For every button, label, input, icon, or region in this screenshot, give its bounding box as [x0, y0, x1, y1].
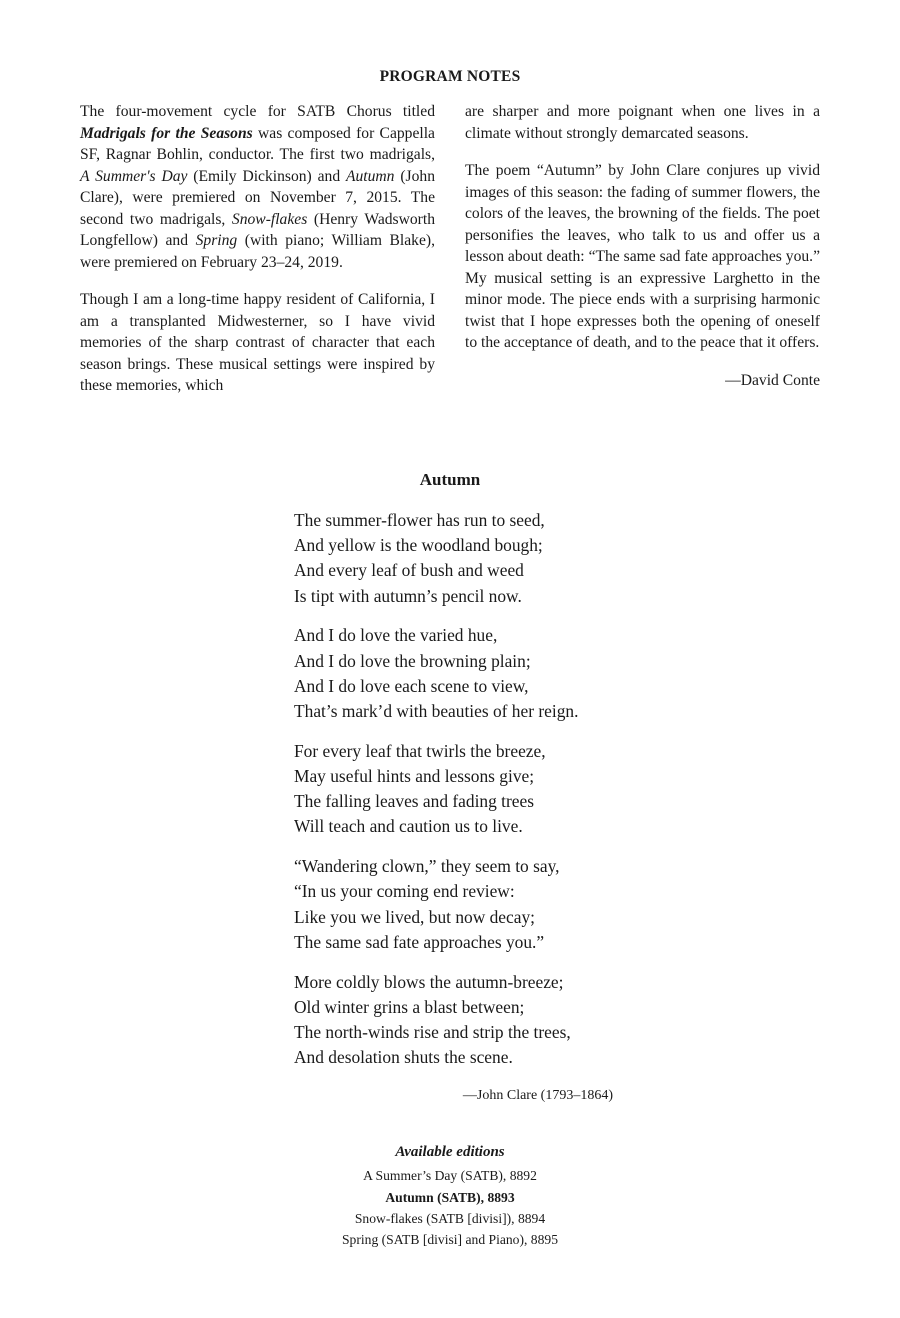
notes-text: (Henry Wadsworth Longfellow) and: [80, 210, 435, 249]
poem-line: Old winter grins a blast between;: [294, 996, 525, 1017]
poem-line: May useful hints and lessons give;: [294, 766, 535, 787]
edition-item: Snow-flakes (SATB [divisi]), 8894: [354, 1210, 546, 1226]
notes-text: (Emily Dickinson) and: [187, 167, 346, 185]
notes-column-right: [465, 101, 820, 391]
poem-line: “Wandering clown,” they seem to say,: [294, 856, 560, 877]
poem-line: The same sad fate approaches you.”: [294, 931, 545, 952]
poem-line: That’s mark’d with beauties of her reign.: [294, 701, 579, 722]
poem-stanza: [294, 970, 694, 1071]
poem-line: More coldly blows the autumn-breeze;: [294, 971, 564, 992]
poem-line: For every leaf that twirls the breeze,: [294, 740, 546, 761]
edition-item: Spring (SATB [divisi] and Piano), 8895: [342, 1232, 558, 1248]
poem-stanza: [294, 739, 694, 840]
poem-stanza: [294, 623, 694, 724]
work-title-snowflakes: Snow-flakes: [231, 210, 308, 228]
work-title-spring: Spring: [195, 232, 238, 249]
work-title-summer: A Summer's Day: [80, 167, 188, 185]
poem-line: Is tipt with autumn’s pencil now.: [294, 585, 522, 606]
poem-line: And every leaf of bush and weed: [294, 560, 524, 581]
page-heading: PROGRAM NOTES: [379, 68, 521, 85]
poem-title: Autumn: [419, 470, 481, 489]
cycle-title: Madrigals for the Seasons: [80, 124, 253, 142]
poem-line: And desolation shuts the scene.: [294, 1047, 513, 1068]
poem-body: [294, 508, 694, 1085]
notes-text: was composed for Cappella SF, Ragnar Bohlin, conductor. The first two madrigals,: [80, 124, 435, 163]
poem-line: And I do love each scene to view,: [294, 675, 529, 696]
notes-text: (John Clare), were premiered on November 7, 2015. The second two madrigals,: [80, 167, 435, 228]
available-editions: [0, 1142, 900, 1250]
notes-text: The four-movement cycle for SATB Chorus titled: [80, 103, 435, 120]
notes-paragraph-3: The poem “Autumn” by John Clare conjures up vivid images of this season: the fading of summer flowers, the colors of the leaves, the browning of the fields. The poet personifies the leaves, who talk to us and offer us a lesson about death: “The same sad fate approaches you.” My musical setting is an expressive Larghetto in the minor mode. The piece ends with a surprising harmonic twist that I hope expresses both the opening of oneself to the acceptance of death, and to the peace that it offers.: [465, 162, 820, 351]
poem-line: The summer-flower has run to seed,: [294, 510, 545, 530]
poem-line: Will teach and caution us to live.: [294, 816, 523, 837]
poem-attribution: —John Clare (1793–1864): [462, 1088, 613, 1103]
notes-signature: —David Conte: [725, 371, 820, 389]
edition-item-current: Autumn (SATB), 8893: [385, 1189, 515, 1205]
notes-paragraph-2-continued: are sharper and more poignant when one lives in a climate without strongly demarcated seasons.: [465, 103, 820, 142]
work-title-autumn: Autumn: [345, 167, 395, 185]
poem-stanza: [294, 508, 694, 609]
notes-paragraph-2: Though I am a long-time happy resident of California, I am a transplanted Midwesterner, so I have vivid memories of the sharp contrast of character that each season brings. These musical settings were inspired by these memories, which: [80, 291, 435, 394]
poem-line: And I do love the varied hue,: [294, 625, 498, 646]
poem-stanza: [294, 854, 694, 955]
poem-line: And I do love the browning plain;: [294, 650, 531, 671]
poem-line: And yellow is the woodland bough;: [294, 535, 543, 556]
edition-item: A Summer’s Day (SATB), 8892: [363, 1168, 537, 1184]
poem-line: Like you we lived, but now decay;: [294, 906, 535, 927]
poem-line: “In us your coming end review:: [294, 881, 515, 902]
notes-column-left: [80, 101, 435, 413]
poem-line: The falling leaves and fading trees: [294, 791, 534, 812]
notes-text: (with piano; William Blake), were premiered on February 23–24, 2019.: [80, 232, 435, 271]
notes-paragraph-1: [80, 101, 435, 273]
editions-title: Available editions: [395, 1144, 505, 1160]
poem-line: The north-winds rise and strip the trees,: [294, 1022, 571, 1043]
